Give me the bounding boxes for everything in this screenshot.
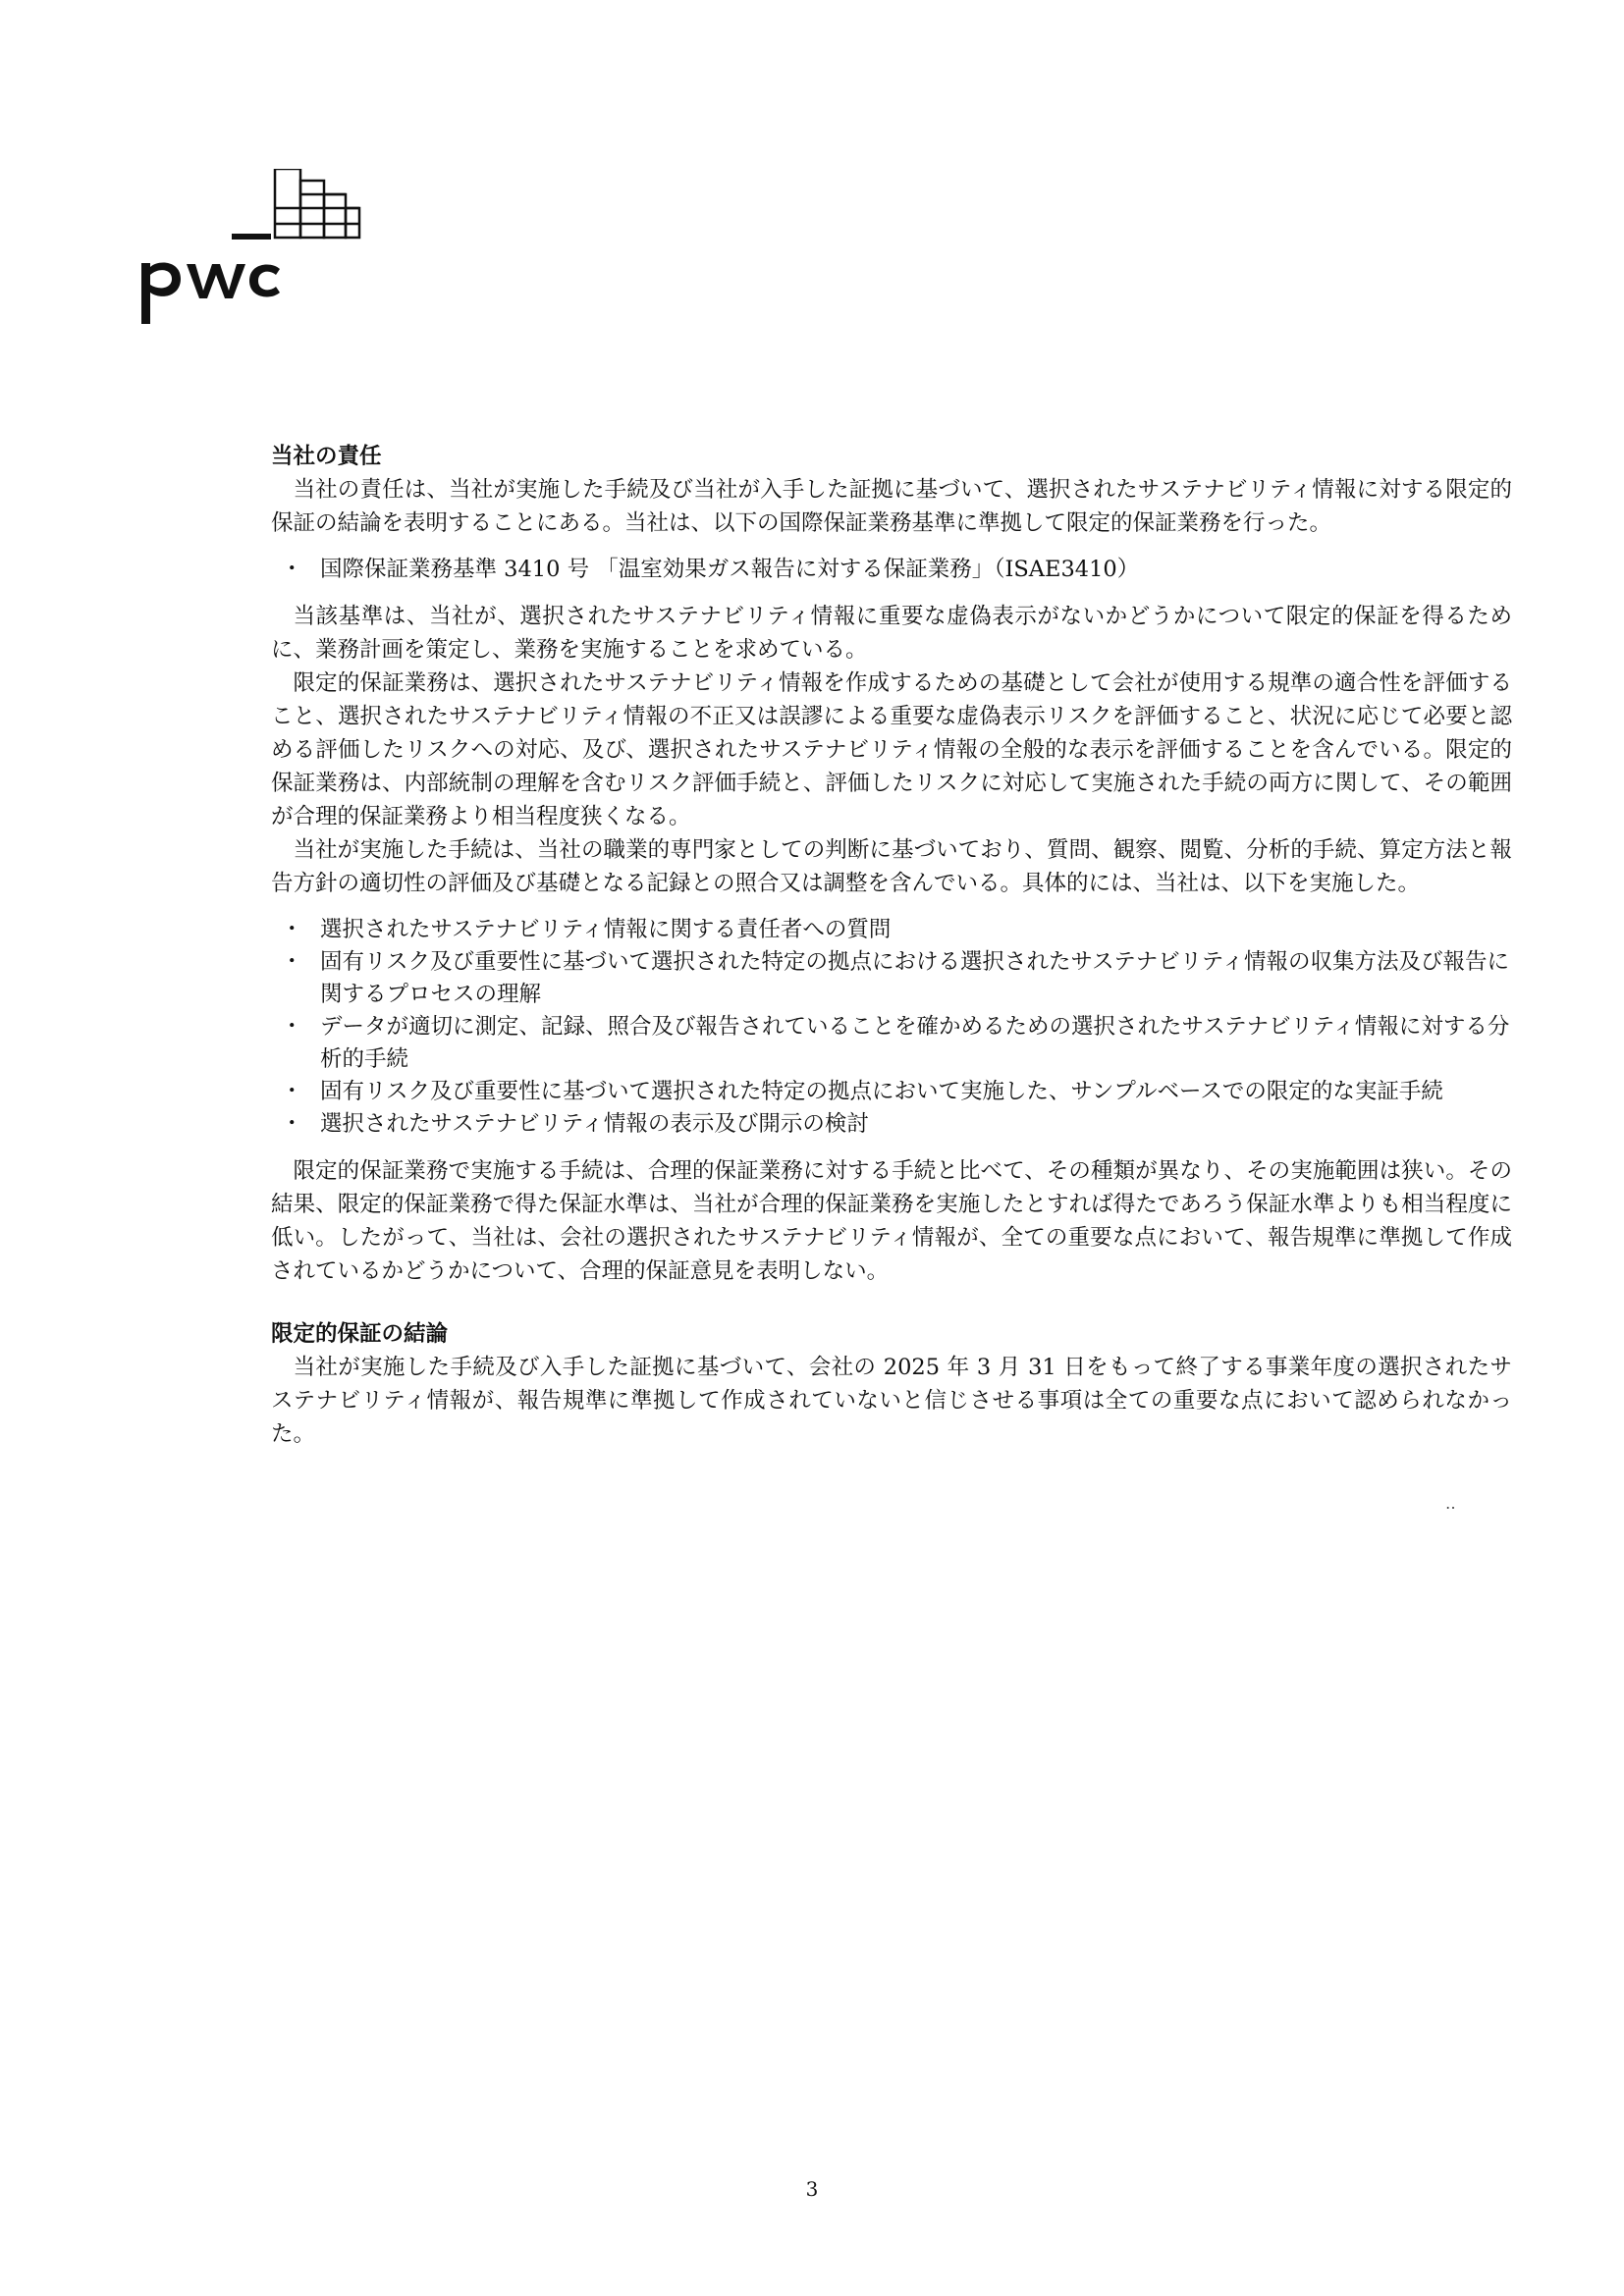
paragraph: 限定的保証業務は、選択されたサステナビリティ情報を作成するための基礎として会社が使用する規準の適合性を評価すること、選択されたサステナビリティ情報の不正又は誤謬による重要な虚偽表示リスクを評価すること、状況に応じて必要と認める評価したリスクへの対応、及び、選択されたサステナビリティ情報の全般的な表示を評価することを含んでいる。限定的保証業務は、内部統制の理解を含むリスク評価手続と、評価したリスクに対応して実施された手続の両方に関して、その範囲が合理的保証業務より相当程度狭くなる。 — [271, 670, 1512, 829]
list-item: ・ 選択されたサステナビリティ情報の表示及び開示の検討 — [281, 1111, 869, 1137]
list-item: ・ 固有リスク及び重要性に基づいて選択された特定の拠点における選択されたサステナビリティ情報の収集方法及び報告に関するプロセスの理解 — [281, 949, 1509, 1007]
list-item: ・ 固有リスク及び重要性に基づいて選択された特定の拠点において実施した、サンプルベースでの限定的な実証手続 — [281, 1079, 1443, 1104]
standards-list — [271, 554, 1512, 586]
page-number: 3 — [805, 2177, 819, 2201]
list-item: ・ データが適切に測定、記録、照合及び報告されていることを確かめるための選択されたサステナビリティ情報に対する分析的手続 — [281, 1014, 1510, 1072]
pwc-logo — [137, 169, 363, 336]
list-item: ・ 選択されたサステナビリティ情報に関する責任者への質問 — [281, 917, 892, 942]
procedures-list — [271, 914, 1512, 1141]
section-heading-conclusion: 限定的保証の結論 — [271, 1321, 449, 1347]
pwc-logo-graphic — [137, 169, 363, 336]
document-body — [271, 440, 1512, 1451]
paragraph: 限定的保証業務で実施する手続は、合理的保証業務に対する手続と比べて、その種類が異なり、その実施範囲は狭い。その結果、限定的保証業務で得た保証水準は、当社が合理的保証業務を実施したとすれば得たであろう保証水準よりも相当程度に低い。したがって、当社は、会社の選択されたサステナビリティ情報が、全ての重要な点において、報告規準に準拠して作成されているかどうかについて、合理的保証意見を表明しない。 — [271, 1158, 1512, 1284]
paragraph: 当該基準は、当社が、選択されたサステナビリティ情報に重要な虚偽表示がないかどうかについて限定的保証を得るために、業務計画を策定し、業務を実施することを求めている。 — [271, 604, 1512, 663]
trailing-dots: ‥ — [1445, 1494, 1456, 1513]
list-item: ・ 国際保証業務基準 3410 号 「温室効果ガス報告に対する保証業務」（ISAE3410） — [281, 557, 1140, 582]
section-heading-responsibility: 当社の責任 — [271, 444, 382, 469]
paragraph: 当社の責任は、当社が実施した手続及び当社が入手した証拠に基づいて、選択されたサステナビリティ情報に対する限定的保証の結論を表明することにある。当社は、以下の国際保証業務基準に準拠して限定的保証業務を行った。 — [271, 477, 1512, 536]
paragraph: 当社が実施した手続は、当社の職業的専門家としての判断に基づいており、質問、観察、閲覧、分析的手続、算定方法と報告方針の適切性の評価及び基礎となる記録との照合又は調整を含んでいる。具体的には、当社は、以下を実施した。 — [271, 837, 1512, 896]
paragraph: 当社が実施した手続及び入手した証拠に基づいて、会社の 2025 年 3 月 31 日をもって終了する事業年度の選択されたサステナビリティ情報が、報告規準に準拠して作成されていないと信じさせる事項は全ての重要な点において認められなかった。 — [271, 1355, 1512, 1447]
